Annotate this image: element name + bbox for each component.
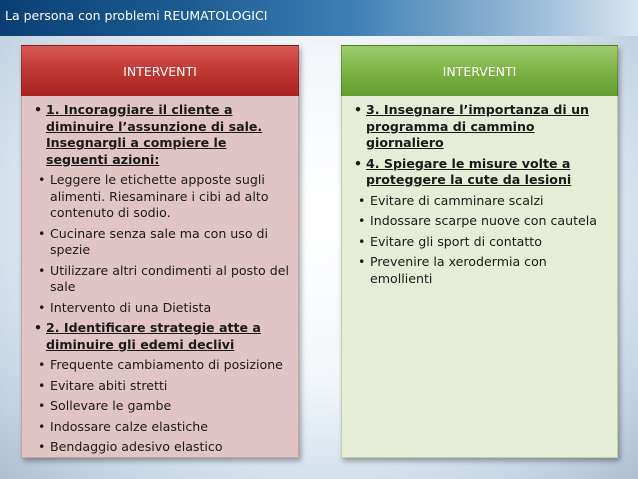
list-item: • Bendaggio adesivo elastico — [38, 439, 290, 456]
interventions-panel-right — [341, 45, 618, 458]
list-item: • Frequente cambiamento di posizione — [38, 357, 290, 374]
list-item: • Utilizzare altri condimenti al posto del sale — [38, 263, 290, 296]
bullet-list-left — [34, 102, 290, 456]
panel-body-right — [341, 96, 618, 458]
slide-title: La persona con problemi REUMATOLOGICI — [5, 8, 268, 23]
list-item: • Indossare scarpe nuove con cautela — [358, 213, 609, 230]
panel-header-right: INTERVENTI — [341, 45, 618, 96]
list-item: • Prevenire la xerodermia con emollienti — [358, 254, 609, 287]
panel-body-left — [21, 96, 299, 458]
list-item: • Cucinare senza sale ma con uso di spezie — [38, 226, 290, 259]
list-item: • Evitare di camminare scalzi — [358, 193, 609, 210]
list-item: • Intervento di una Dietista — [38, 300, 290, 317]
interventions-panel-left — [21, 45, 299, 458]
list-item: • Leggere le etichette apposte sugli alimenti. Riesaminare i cibi ad alto contenuto di sodio. — [38, 172, 290, 222]
list-item: • Indossare calze elastiche — [38, 419, 290, 436]
bullet-list-right — [354, 102, 609, 287]
list-item: • Sollevare le gambe — [38, 398, 290, 415]
list-item: • Evitare abiti stretti — [38, 378, 290, 395]
list-item: • 2. Identificare strategie atte a diminuire gli edemi declivi — [34, 320, 290, 353]
list-item: • 3. Insegnare l’importanza di un programma di cammino giornaliero — [354, 102, 609, 152]
list-item: • Evitare gli sport di contatto — [358, 234, 609, 251]
list-item: • 4. Spiegare le misure volte a proteggere la cute da lesioni — [354, 156, 609, 189]
panel-header-left: INTERVENTI — [21, 45, 299, 96]
list-item: • 1. Incoraggiare il cliente a diminuire l’assunzione di sale. Insegnargli a compiere le seguenti azioni: — [34, 102, 290, 168]
